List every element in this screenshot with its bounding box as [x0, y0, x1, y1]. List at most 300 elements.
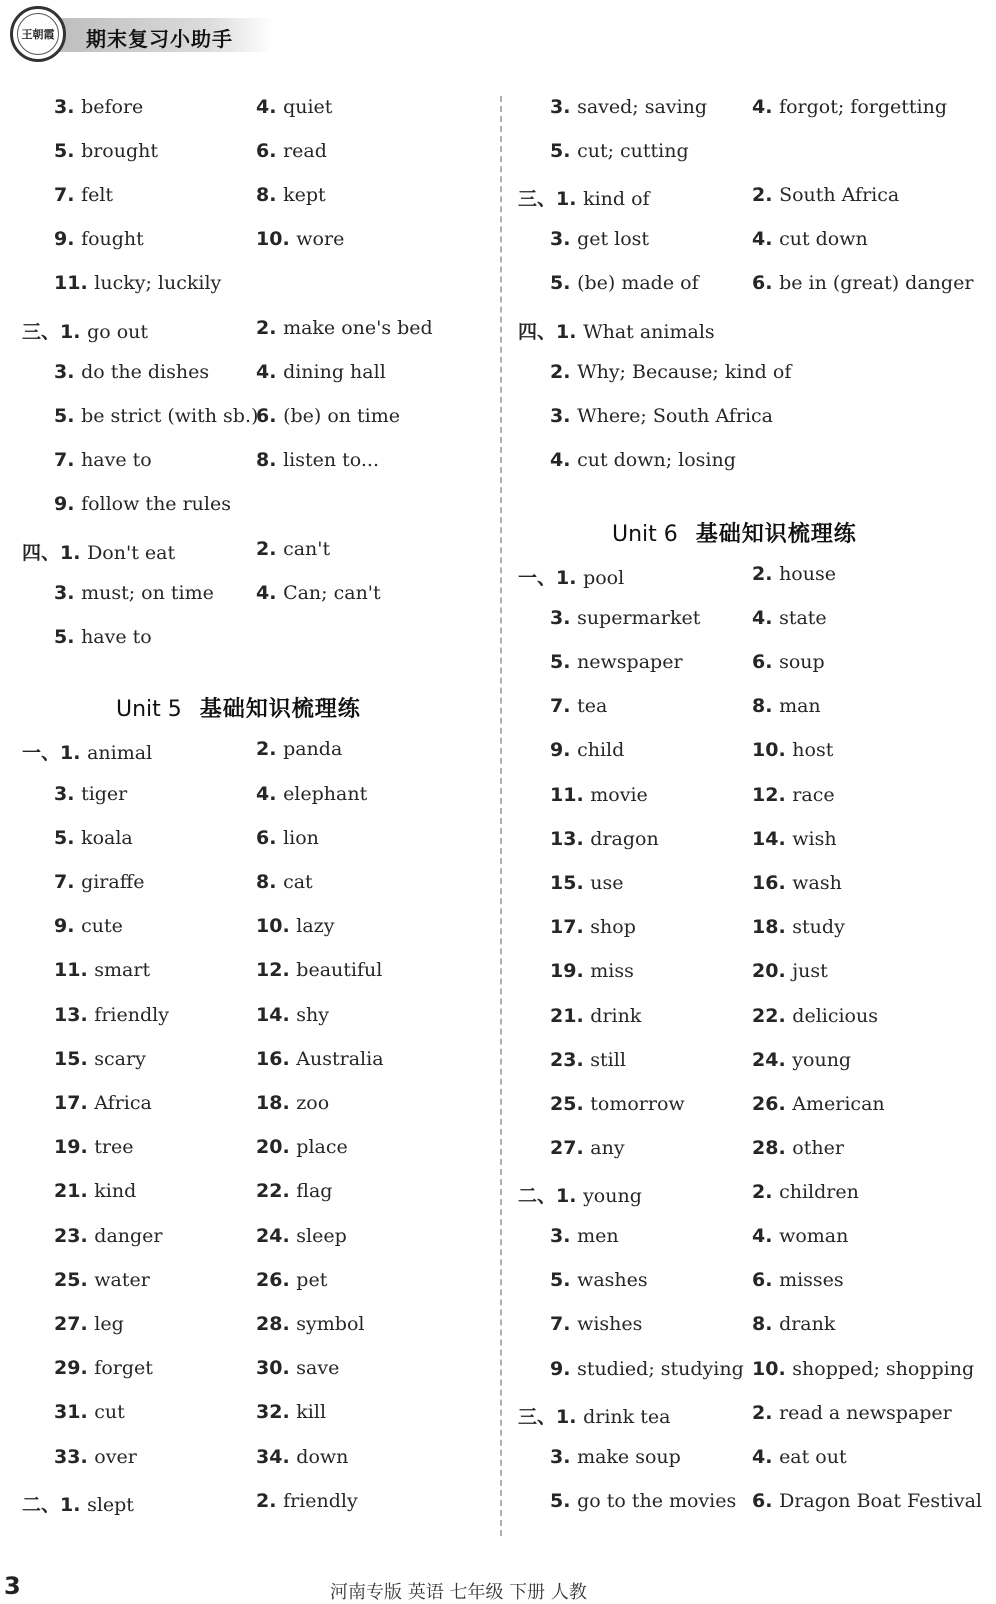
answer-text: kind of — [583, 188, 650, 210]
answer-item — [752, 228, 868, 250]
answer-number: 1. — [556, 188, 584, 210]
answer-text: panda — [283, 738, 343, 760]
answer-item — [550, 1490, 736, 1512]
answer-item — [256, 538, 330, 560]
answer-item — [518, 563, 624, 590]
answer-number: 3. — [550, 228, 578, 250]
answer-text: down — [296, 1446, 349, 1468]
answer-text: felt — [81, 184, 114, 206]
answer-number: 12. — [752, 784, 793, 806]
answer-item — [550, 828, 659, 850]
answer-item — [752, 1313, 835, 1335]
answer-number: 11. — [550, 784, 591, 806]
answer-number: 27. — [54, 1313, 95, 1335]
answer-number: 7. — [54, 449, 82, 471]
answer-number: 28. — [256, 1313, 297, 1335]
answer-item — [256, 228, 344, 250]
answer-number: 13. — [550, 828, 591, 850]
answer-item — [550, 1225, 619, 1247]
answer-item — [752, 184, 899, 206]
answer-item — [54, 493, 231, 515]
answer-number: 10. — [752, 739, 793, 761]
answer-number: 30. — [256, 1357, 297, 1379]
answer-item — [256, 871, 313, 893]
answer-number: 9. — [54, 228, 82, 250]
answer-number: 5. — [54, 140, 82, 162]
answer-text: lucky; luckily — [94, 272, 222, 294]
answer-number: 5. — [550, 272, 578, 294]
answer-item — [550, 1049, 626, 1071]
answer-text: follow the rules — [81, 493, 231, 515]
answer-item — [54, 272, 221, 294]
answer-number: 13. — [54, 1004, 95, 1026]
answer-text: elephant — [283, 783, 368, 805]
section-marker: 二、 — [518, 1185, 557, 1207]
answer-item — [256, 1357, 339, 1379]
footer-text: 河南专版 英语 七年级 下册 人教 — [330, 1582, 587, 1603]
answer-item — [752, 563, 836, 585]
answer-number: 6. — [752, 1490, 780, 1512]
answer-text: (be) made of — [577, 272, 699, 294]
answer-text: men — [577, 1225, 619, 1247]
answer-text: shy — [296, 1004, 330, 1026]
answer-number: 18. — [256, 1092, 297, 1114]
answer-text: koala — [81, 827, 133, 849]
answer-text: do the dishes — [81, 361, 210, 383]
answer-text: drank — [779, 1313, 836, 1335]
answer-item — [256, 1446, 348, 1468]
answer-text: any — [590, 1137, 625, 1159]
answer-number: 26. — [752, 1093, 793, 1115]
answer-number: 5. — [550, 1269, 578, 1291]
answer-number: 2. — [256, 738, 284, 760]
answer-text: delicious — [792, 1005, 878, 1027]
answer-item — [54, 959, 150, 981]
answer-item — [550, 1358, 744, 1380]
answer-number: 8. — [752, 1313, 780, 1335]
answer-number: 4. — [752, 607, 780, 629]
answer-text: make soup — [577, 1446, 681, 1468]
answer-item — [54, 449, 152, 471]
answer-item — [256, 1180, 332, 1202]
answer-number: 8. — [256, 449, 284, 471]
answer-item — [550, 1005, 641, 1027]
answer-text: read — [283, 140, 327, 162]
answer-number: 23. — [550, 1049, 591, 1071]
answer-item — [550, 872, 624, 894]
answer-text: wish — [792, 828, 837, 850]
answer-item — [550, 228, 649, 250]
answer-item — [256, 96, 332, 118]
answer-text: animal — [87, 742, 153, 764]
answer-text: Where; South Africa — [577, 405, 773, 427]
answer-item — [54, 582, 214, 604]
answer-number: 1. — [60, 542, 88, 564]
answer-item — [256, 361, 386, 383]
answer-item — [256, 1269, 327, 1291]
answer-text: kill — [296, 1401, 327, 1423]
answer-number: 16. — [256, 1048, 297, 1070]
answer-item — [752, 695, 821, 717]
answer-item — [54, 1313, 124, 1335]
answer-number: 1. — [60, 742, 88, 764]
answer-item — [550, 651, 683, 673]
answer-item — [752, 1137, 844, 1159]
answer-number: 7. — [550, 1313, 578, 1335]
answer-number: 25. — [54, 1269, 95, 1291]
answer-item — [518, 317, 715, 344]
answer-text: have to — [81, 449, 152, 471]
section-marker: 一、 — [518, 567, 557, 589]
answer-item — [54, 827, 133, 849]
answer-text: friendly — [94, 1004, 169, 1026]
section-marker: 三、 — [518, 188, 557, 210]
answer-number: 7. — [54, 184, 82, 206]
answer-item — [54, 1180, 136, 1202]
answer-item — [256, 783, 367, 805]
answer-item — [752, 1049, 851, 1071]
answer-number: 3. — [54, 582, 82, 604]
unit6-subtitle: 基础知识梳理练 — [695, 522, 857, 547]
answer-number: 4. — [550, 449, 578, 471]
answer-text: young — [583, 1185, 642, 1207]
answer-item — [550, 361, 791, 383]
answer-number: 6. — [752, 272, 780, 294]
answer-text: South Africa — [779, 184, 900, 206]
answer-text: cut down; losing — [577, 449, 736, 471]
answer-number: 4. — [256, 582, 284, 604]
answer-number: 3. — [550, 1446, 578, 1468]
answer-number: 2. — [752, 563, 780, 585]
answer-item — [752, 784, 835, 806]
answer-item — [752, 1490, 982, 1512]
answer-text: go out — [87, 321, 149, 343]
answer-text: cute — [81, 915, 123, 937]
answer-item — [256, 1490, 358, 1512]
answer-text: Can; can't — [283, 582, 381, 604]
answer-item — [550, 739, 624, 761]
answer-text: shopped; shopping — [792, 1358, 975, 1380]
answer-number: 6. — [256, 827, 284, 849]
answer-number: 5. — [550, 140, 578, 162]
answer-item — [54, 783, 127, 805]
page-header — [6, 4, 286, 64]
answer-item — [22, 1490, 134, 1517]
answer-text: (be) on time — [283, 405, 401, 427]
answer-text: race — [792, 784, 835, 806]
answer-text: wore — [296, 228, 345, 250]
answer-number: 2. — [752, 1402, 780, 1424]
answer-number: 4. — [256, 783, 284, 805]
answer-item — [54, 405, 258, 427]
answer-text: Why; Because; kind of — [577, 361, 792, 383]
answer-item — [54, 1401, 125, 1423]
answer-item — [54, 1136, 134, 1158]
answer-number: 29. — [54, 1357, 95, 1379]
answer-number: 7. — [550, 695, 578, 717]
answer-text: Africa — [94, 1092, 152, 1114]
answer-number: 11. — [54, 272, 95, 294]
answer-text: place — [296, 1136, 348, 1158]
answer-text: friendly — [283, 1490, 358, 1512]
answer-item — [22, 538, 175, 565]
answer-number: 19. — [550, 960, 591, 982]
column-divider — [500, 96, 502, 1536]
answer-item — [752, 96, 947, 118]
answer-text: listen to... — [283, 449, 379, 471]
answer-item — [550, 405, 773, 427]
answer-item — [256, 1136, 348, 1158]
page-number: 3 — [4, 1572, 21, 1600]
answer-text: tomorrow — [590, 1093, 685, 1115]
answer-number: 20. — [256, 1136, 297, 1158]
answer-text: quiet — [283, 96, 333, 118]
answer-text: drink — [590, 1005, 642, 1027]
answer-text: movie — [590, 784, 648, 806]
answer-item — [54, 361, 209, 383]
answer-text: cut down — [779, 228, 868, 250]
answer-text: shop — [590, 916, 636, 938]
answer-number: 20. — [752, 960, 793, 982]
answer-text: leg — [94, 1313, 124, 1335]
answer-number: 1. — [556, 1185, 584, 1207]
answer-item — [54, 228, 144, 250]
answer-number: 8. — [256, 184, 284, 206]
answer-item — [752, 1446, 847, 1468]
answer-item — [550, 96, 707, 118]
answer-text: washes — [577, 1269, 648, 1291]
answer-text: Dragon Boat Festival — [779, 1490, 982, 1512]
answer-item — [54, 626, 152, 648]
answer-item — [256, 915, 334, 937]
unit5-title — [116, 692, 361, 723]
answer-number: 3. — [550, 607, 578, 629]
answer-text: before — [81, 96, 144, 118]
answer-text: cut; cutting — [577, 140, 689, 162]
section-marker: 三、 — [22, 321, 61, 343]
answer-number: 26. — [256, 1269, 297, 1291]
answer-text: wishes — [577, 1313, 643, 1335]
answer-number: 5. — [54, 827, 82, 849]
answer-number: 4. — [256, 361, 284, 383]
answer-item — [518, 1402, 670, 1429]
answer-number: 5. — [54, 405, 82, 427]
header-title: 期末复习小助手 — [86, 27, 233, 51]
answer-number: 31. — [54, 1401, 95, 1423]
answer-item — [256, 959, 382, 981]
answer-item — [752, 916, 845, 938]
answer-item — [752, 651, 825, 673]
unit6-title — [612, 517, 857, 548]
answer-number: 6. — [752, 651, 780, 673]
answer-text: kept — [283, 184, 326, 206]
answer-item — [518, 1181, 642, 1208]
answer-text: danger — [94, 1225, 163, 1247]
answer-number: 17. — [54, 1092, 95, 1114]
answer-item — [550, 1093, 685, 1115]
answer-text: state — [779, 607, 827, 629]
answer-number: 7. — [54, 871, 82, 893]
answer-number: 10. — [256, 228, 297, 250]
answer-text: child — [577, 739, 625, 761]
answer-item — [54, 1092, 152, 1114]
answer-text: drink tea — [583, 1406, 671, 1428]
answer-item — [256, 1401, 326, 1423]
answer-text: slept — [87, 1494, 134, 1516]
brand-logo-text: 王朝霞 — [17, 13, 59, 55]
section-marker: 四、 — [22, 542, 61, 564]
answer-item — [54, 1269, 150, 1291]
answer-item — [550, 1446, 681, 1468]
answer-number: 5. — [550, 651, 578, 673]
answer-number: 10. — [256, 915, 297, 937]
answer-item — [550, 1137, 625, 1159]
answer-text: have to — [81, 626, 152, 648]
answer-number: 2. — [256, 1490, 284, 1512]
answer-item — [550, 272, 699, 294]
answer-item — [752, 1093, 885, 1115]
answer-text: house — [779, 563, 836, 585]
answer-item — [256, 140, 327, 162]
answer-text: What animals — [583, 321, 715, 343]
answer-number: 4. — [752, 1225, 780, 1247]
answer-text: symbol — [296, 1313, 365, 1335]
answer-text: beautiful — [296, 959, 383, 981]
answer-item — [752, 272, 973, 294]
answer-number: 1. — [556, 567, 584, 589]
answer-text: American — [792, 1093, 885, 1115]
unit5-subtitle: 基础知识梳理练 — [199, 697, 361, 722]
answer-text: use — [590, 872, 624, 894]
answer-item — [752, 1269, 844, 1291]
answer-item — [54, 184, 113, 206]
answer-number: 16. — [752, 872, 793, 894]
answer-item — [54, 1225, 163, 1247]
answer-number: 22. — [752, 1005, 793, 1027]
answer-item — [752, 1005, 878, 1027]
answer-item — [256, 582, 381, 604]
answer-text: forget — [94, 1357, 153, 1379]
answer-text: lazy — [296, 915, 335, 937]
answer-number: 12. — [256, 959, 297, 981]
answer-number: 4. — [752, 1446, 780, 1468]
section-marker: 三、 — [518, 1406, 557, 1428]
answer-item — [54, 1357, 153, 1379]
answer-text: Don't eat — [87, 542, 176, 564]
answer-item — [256, 1048, 384, 1070]
brand-logo — [10, 6, 66, 62]
answer-item — [550, 916, 636, 938]
answer-item — [256, 827, 319, 849]
answer-number: 9. — [550, 739, 578, 761]
answer-text: can't — [283, 538, 331, 560]
answer-item — [54, 140, 158, 162]
answer-text: tea — [577, 695, 608, 717]
answer-number: 3. — [54, 361, 82, 383]
answer-number: 9. — [54, 493, 82, 515]
answer-text: flag — [296, 1180, 333, 1202]
answer-number: 3. — [54, 96, 82, 118]
answer-number: 23. — [54, 1225, 95, 1247]
answer-number: 27. — [550, 1137, 591, 1159]
answer-number: 33. — [54, 1446, 95, 1468]
answer-text: brought — [81, 140, 159, 162]
answer-number: 22. — [256, 1180, 297, 1202]
answer-number: 24. — [256, 1225, 297, 1247]
answer-text: be strict (with sb.) — [81, 405, 259, 427]
section-marker: 四、 — [518, 321, 557, 343]
answer-item — [752, 1225, 848, 1247]
unit6-label: Unit 6 — [612, 522, 678, 547]
answer-item — [256, 449, 379, 471]
answer-text: dining hall — [283, 361, 386, 383]
answer-number: 3. — [54, 783, 82, 805]
answer-number: 2. — [752, 1181, 780, 1203]
answer-item — [54, 915, 123, 937]
answer-number: 4. — [256, 96, 284, 118]
answer-item — [752, 960, 828, 982]
answer-text: cut — [94, 1401, 125, 1423]
answer-text: dragon — [590, 828, 659, 850]
answer-number: 5. — [54, 626, 82, 648]
answer-item — [550, 607, 700, 629]
answer-text: giraffe — [81, 871, 145, 893]
answer-number: 25. — [550, 1093, 591, 1115]
answer-text: supermarket — [577, 607, 701, 629]
answer-text: make one's bed — [283, 317, 433, 339]
answer-text: eat out — [779, 1446, 847, 1468]
answer-number: 9. — [550, 1358, 578, 1380]
answer-number: 4. — [752, 228, 780, 250]
answer-item — [256, 1004, 329, 1026]
answer-item — [550, 1269, 648, 1291]
answer-text: go to the movies — [577, 1490, 737, 1512]
answer-text: studied; studying — [577, 1358, 744, 1380]
answer-text: tree — [94, 1136, 134, 1158]
answer-number: 2. — [550, 361, 578, 383]
answer-item — [256, 1092, 329, 1114]
answer-item — [54, 96, 143, 118]
answer-number: 17. — [550, 916, 591, 938]
answer-number: 2. — [256, 317, 284, 339]
answer-text: Australia — [296, 1048, 384, 1070]
answer-number: 34. — [256, 1446, 297, 1468]
answer-item — [550, 960, 634, 982]
answer-item — [54, 1004, 169, 1026]
answer-number: 10. — [752, 1358, 793, 1380]
answer-item — [752, 828, 837, 850]
answer-text: wash — [792, 872, 842, 894]
answer-item — [752, 607, 827, 629]
answer-text: must; on time — [81, 582, 214, 604]
answer-text: still — [590, 1049, 626, 1071]
answer-number: 3. — [550, 1225, 578, 1247]
answer-text: lion — [283, 827, 319, 849]
answer-text: newspaper — [577, 651, 683, 673]
answer-number: 15. — [550, 872, 591, 894]
answer-number: 3. — [550, 405, 578, 427]
answer-number: 6. — [752, 1269, 780, 1291]
answer-text: scary — [94, 1048, 146, 1070]
answer-text: zoo — [296, 1092, 330, 1114]
answer-number: 32. — [256, 1401, 297, 1423]
answer-text: other — [792, 1137, 844, 1159]
answer-text: just — [792, 960, 828, 982]
answer-number: 8. — [752, 695, 780, 717]
answer-item — [752, 1402, 952, 1424]
answer-text: misses — [779, 1269, 844, 1291]
answer-item — [256, 1225, 347, 1247]
